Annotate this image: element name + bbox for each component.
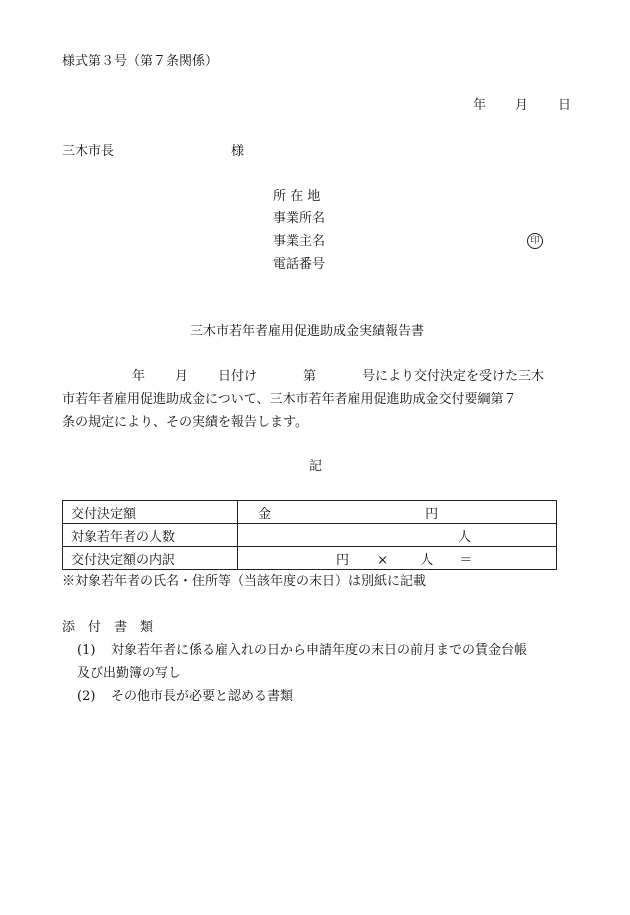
table-label: 交付決定額	[63, 501, 238, 524]
body-month: 月	[175, 369, 189, 384]
person-unit: 人	[458, 529, 472, 545]
document-title: 三木市若年者雇用促進助成金実績報告書	[190, 324, 425, 339]
table-value-cell	[238, 547, 557, 570]
date-month-label: 月	[515, 98, 529, 113]
attachment-text-continued: 及び出勤簿の写し	[77, 666, 182, 681]
addressee-honorific: 様	[231, 144, 245, 159]
office-name-label: 事業所名	[273, 211, 326, 226]
table-row	[63, 501, 557, 524]
table-label: 交付決定額の内訳	[63, 547, 238, 570]
body-no-prefix: 第	[303, 369, 317, 384]
breakdown-times: ×	[377, 552, 389, 568]
breakdown-person: 人	[420, 552, 434, 568]
body-year: 年	[132, 369, 146, 384]
table-note: ※対象若年者の氏名・住所等（当該年度の末日）は別紙に記載	[62, 574, 427, 589]
breakdown-equals: ＝	[459, 552, 473, 568]
body-line3: 条の規定により、その実績を報告します。	[62, 415, 308, 430]
table-value-cell	[238, 524, 557, 547]
addressee-name: 三木市長	[62, 144, 115, 159]
body-line2: 市若年者雇用促進助成金について、三木市若年者雇用促進助成金交付要綱第７	[62, 392, 517, 407]
currency-prefix: 金	[258, 506, 272, 522]
ki-heading: 記	[309, 459, 323, 474]
currency-unit: 円	[425, 506, 439, 522]
attachment-number: (1)	[77, 643, 96, 658]
date-year-label: 年	[473, 98, 487, 113]
attachments-heading: 添 付 書 類	[62, 620, 154, 635]
attachment-text: 対象若年者に係る雇入れの日から申請年度の末日の前月までの賃金台帳	[111, 643, 528, 658]
phone-label: 電話番号	[273, 257, 326, 272]
body-day-suffix: 日付け	[218, 369, 258, 384]
body-line1-rest: 号により交付決定を受けた三木	[362, 369, 545, 384]
form-number: 様式第３号（第７条関係）	[62, 54, 219, 69]
owner-name-label: 事業主名	[273, 234, 326, 249]
attachment-number: (2)	[77, 689, 96, 704]
table-row	[63, 547, 557, 570]
table-label: 対象若年者の人数	[63, 524, 238, 547]
date-day-label: 日	[558, 98, 572, 113]
seal-mark-icon: 印	[527, 233, 543, 249]
table-value-cell	[238, 501, 557, 524]
breakdown-yen: 円	[336, 552, 350, 568]
table-row	[63, 524, 557, 547]
address-label: 所 在 地	[273, 189, 321, 204]
attachment-text: その他市長が必要と認める書類	[111, 689, 294, 704]
summary-table	[62, 500, 557, 570]
